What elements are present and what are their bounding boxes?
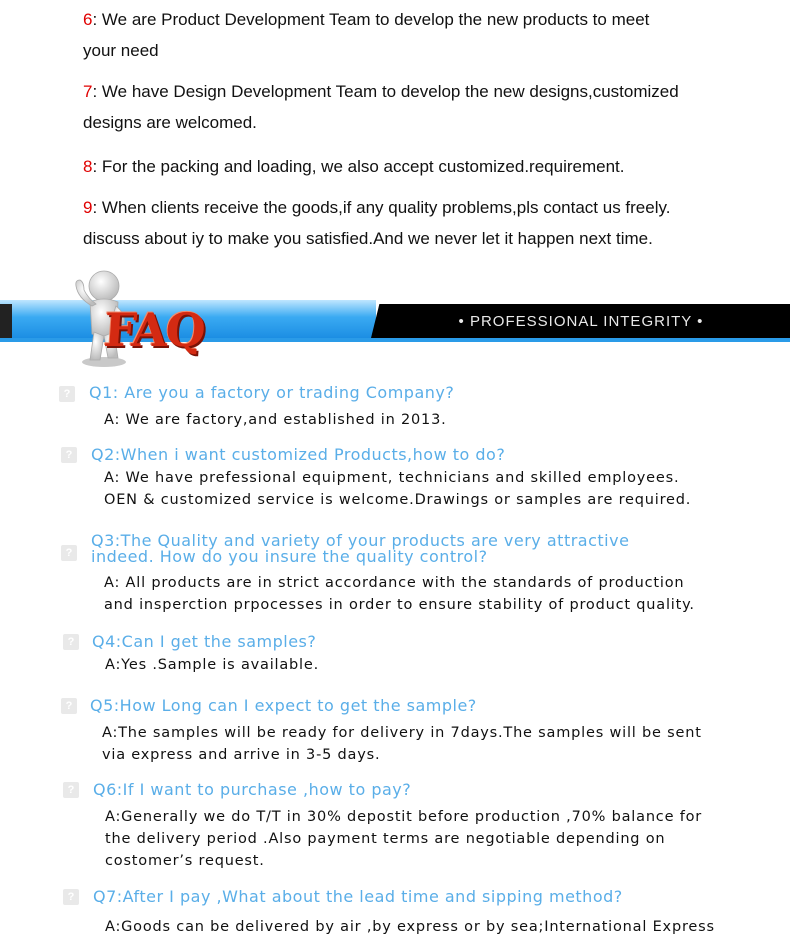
faq-answer — [105, 806, 702, 872]
answer-line: A: All products are in strict accordance with the standards of production — [104, 575, 685, 591]
point-text: We have Design Development Team to develop the new designs,customized — [101, 82, 679, 101]
answer-line: costomer’s request. — [105, 853, 265, 869]
question-icon: ? — [61, 545, 77, 561]
question-icon: ? — [63, 782, 79, 798]
faq-answer — [102, 722, 702, 766]
point-text: designs are welcomed. — [83, 113, 257, 132]
point-8: 8: For the packing and loading, we also accept customized.requirement. — [83, 157, 625, 176]
point-number: 6 — [83, 10, 93, 29]
answer-line: the delivery period .Also payment terms are negotiable depending on — [105, 831, 666, 847]
answer-line: A: We have prefessional equipment, technicians and skilled employees. — [104, 470, 680, 486]
point-9: 9: When clients receive the goods,if any quality problems,pls contact us freely. discuss about iy to make you satisfied.And we never let it happen next time. — [83, 198, 671, 248]
faq-answer — [104, 467, 691, 511]
faq-answer — [104, 409, 447, 431]
banner-tagline: • PROFESSIONAL INTEGRITY • — [458, 312, 704, 330]
question-line: Q6:If I want to purchase ,how to pay? — [93, 780, 412, 799]
question-line: Q3:The Quality and variety of your products are very attractive — [91, 531, 630, 550]
answer-line: A: We are factory,and established in 2013. — [104, 412, 447, 428]
point-text: For the packing and loading, we also accept customized.requirement. — [101, 157, 625, 176]
question-icon: ? — [63, 634, 79, 650]
point-6: 6: We are Product Development Team to develop the new products to meet your need — [83, 10, 650, 60]
faq-logo: FAQ — [102, 303, 206, 357]
point-7: 7: We have Design Development Team to develop the new designs,customized designs are welcomed. — [83, 82, 679, 132]
point-text: When clients receive the goods,if any quality problems,pls contact us freely. — [101, 198, 671, 217]
point-text: discuss about iy to make you satisfied.And we never let it happen next time. — [83, 229, 653, 248]
point-number: 7 — [83, 82, 93, 101]
faq-question — [89, 383, 454, 402]
point-text: your need — [83, 41, 159, 60]
faq-question — [93, 780, 411, 799]
question-line: Q7:After I pay ,What about the lead time and sipping method? — [93, 887, 623, 906]
faq-question — [92, 632, 316, 651]
point-number: 8 — [83, 157, 93, 176]
question-line: Q4:Can I get the samples? — [92, 632, 317, 651]
answer-line: A:Goods can be delivered by air ,by express or by sea;International Express — [105, 919, 715, 935]
point-text: We are Product Development Team to develop the new products to meet — [101, 10, 650, 29]
question-icon: ? — [63, 889, 79, 905]
answer-line: and insperction prpocesses in order to ensure stability of product quality. — [104, 597, 695, 613]
answer-line: A:Generally we do T/T in 30% depostit before production ,70% balance for — [105, 809, 703, 825]
question-line: Q5:How Long can I expect to get the sample? — [90, 696, 477, 715]
faq-question — [93, 887, 623, 906]
question-line: indeed. How do you insure the quality control? — [91, 547, 488, 566]
faq-question — [91, 533, 629, 565]
answer-line: OEN & customized service is welcome.Drawings or samples are required. — [104, 492, 692, 508]
faq-answer — [105, 916, 715, 938]
faq-question — [91, 445, 505, 464]
banner-left-cap — [0, 304, 12, 338]
question-line: Q2:When i want customized Products,how to do? — [91, 445, 506, 464]
question-icon: ? — [61, 447, 77, 463]
answer-line: A:The samples will be ready for delivery in 7days.The samples will be sent — [102, 725, 702, 741]
point-number: 9 — [83, 198, 93, 217]
faq-question — [90, 696, 477, 715]
question-icon: ? — [59, 386, 75, 402]
question-icon: ? — [61, 698, 77, 714]
answer-line: via express and arrive in 3-5 days. — [102, 747, 381, 763]
faq-answer — [105, 654, 319, 676]
question-line: Q1: Are you a factory or trading Company? — [89, 383, 455, 402]
faq-answer — [104, 572, 695, 616]
answer-line: A:Yes .Sample is available. — [105, 657, 320, 673]
